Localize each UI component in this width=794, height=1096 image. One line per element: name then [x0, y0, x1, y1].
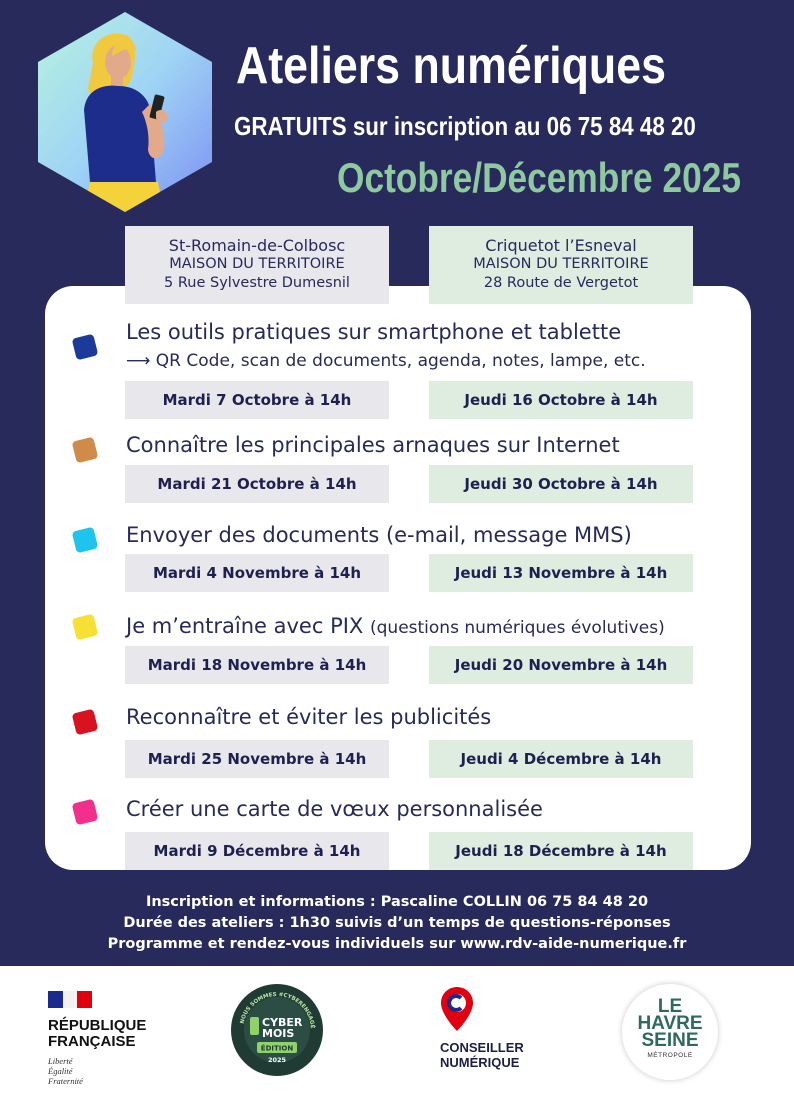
- footer-info: [0, 892, 794, 955]
- workshop-title-note: (questions numériques évolutives): [370, 618, 665, 638]
- svg-text:CYBER: CYBER: [262, 1016, 303, 1029]
- workshop-title: Créer une carte de vœux personnalisée: [126, 797, 543, 821]
- session-date-st-romain: Mardi 18 Novembre à 14h: [125, 646, 389, 684]
- session-date-st-romain: Mardi 4 Novembre à 14h: [125, 554, 389, 592]
- location-town: Criquetot l’Esneval: [485, 236, 637, 255]
- session-date-criquetot: Jeudi 16 Octobre à 14h: [429, 381, 693, 419]
- french-flag-icon: [48, 991, 92, 1008]
- svg-text:2025: 2025: [267, 1056, 287, 1064]
- session-date-st-romain: Mardi 25 Novembre à 14h: [125, 740, 389, 778]
- session-date-st-romain: Mardi 7 Octobre à 14h: [125, 381, 389, 419]
- partner-logos: [0, 966, 794, 1096]
- page-title: Ateliers numériques: [236, 37, 666, 95]
- location-town: St-Romain-de-Colbosc: [168, 236, 346, 255]
- cybermois-badge: [230, 983, 324, 1077]
- workshop-subtitle: ⟶ QR Code, scan de documents, agenda, notes, lampe, etc.: [126, 351, 646, 371]
- footer-duration: Durée des ateliers : 1h30 suivis d’un temps de questions-réponses: [123, 915, 671, 931]
- footer-contact: Inscription et informations : Pascaline COLLIN 06 75 84 48 20: [145, 894, 649, 910]
- location-st-romain: [125, 226, 389, 304]
- location-criquetot: [429, 226, 693, 304]
- session-date-criquetot: Jeudi 18 Décembre à 14h: [429, 832, 693, 870]
- free-registration-phone: GRATUITS sur inscription au 06 75 84 48 20: [234, 111, 696, 141]
- location-pin-icon: [440, 986, 474, 1032]
- workshop-title: Reconnaître et éviter les publicités: [126, 705, 492, 729]
- location-venue: MAISON DU TERRITOIRE: [169, 256, 345, 272]
- session-date-criquetot: Jeudi 4 Décembre à 14h: [429, 740, 693, 778]
- session-date-criquetot: Jeudi 30 Octobre à 14h: [429, 465, 693, 503]
- location-address: 28 Route de Vergetot: [483, 275, 639, 291]
- conseiller-numerique-logo: CONSEILLER NUMÉRIQUE: [440, 986, 540, 1070]
- svg-text:MOIS: MOIS: [262, 1027, 295, 1040]
- workshop-title: Connaître les principales arnaques sur Internet: [126, 433, 620, 457]
- session-date-st-romain: Mardi 9 Décembre à 14h: [125, 832, 389, 870]
- session-date-st-romain: Mardi 21 Octobre à 14h: [125, 465, 389, 503]
- location-address: 5 Rue Sylvestre Dumesnil: [164, 275, 350, 291]
- svg-text:ÉDITION: ÉDITION: [260, 1044, 294, 1053]
- arrow-right-icon: ⟶: [126, 351, 151, 371]
- period-title: Octobre/Décembre 2025: [337, 154, 741, 201]
- woman-with-phone-illustration: [38, 12, 212, 212]
- location-venue: MAISON DU TERRITOIRE: [473, 256, 649, 272]
- republique-francaise-logo: RÉPUBLIQUE FRANÇAISE Liberté Égalité Fraternité: [48, 991, 146, 1086]
- le-havre-seine-metropole-logo: LE HAVRE SEINE MÉTROPOLE: [622, 984, 718, 1080]
- workshop-title: Je m’entraîne avec PIX (questions numériques évolutives): [126, 614, 665, 638]
- session-date-criquetot: Jeudi 20 Novembre à 14h: [429, 646, 693, 684]
- workshop-title: Les outils pratiques sur smartphone et tablette: [126, 320, 622, 344]
- session-date-criquetot: Jeudi 13 Novembre à 14h: [429, 554, 693, 592]
- footer-website: Programme et rendez-vous individuels sur www.rdv-aide-numerique.fr: [107, 936, 687, 952]
- workshop-title: Envoyer des documents (e-mail, message MMS): [126, 523, 632, 547]
- svg-text:NOUS SOMMES #CYBERENGAGÉS: NOUS SOMMES #CYBERENGAGÉ: [239, 991, 316, 1029]
